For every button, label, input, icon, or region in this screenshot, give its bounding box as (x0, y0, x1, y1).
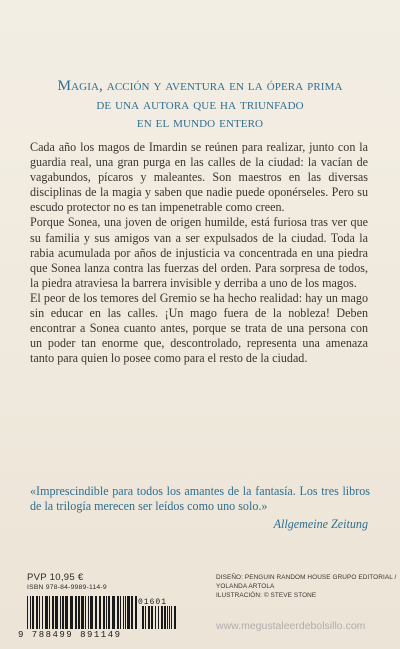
isbn-label: ISBN 978-84-9989-114-9 (27, 584, 107, 591)
credits-line-1: DISEÑO: PENGUIN RANDOM HOUSE GRUPO EDITORIAL / (216, 574, 397, 581)
tagline (0, 77, 400, 133)
watermark: www.megustaleerdebolsillo.com (216, 620, 366, 632)
synopsis (30, 140, 368, 366)
price-label: PVP 10,95 € (27, 572, 84, 583)
credits (216, 574, 397, 600)
review-quote: «Imprescindible para todos los amantes de la fantasía. Los tres libros de la trilogía merecen ser leídos como uno solo.» (30, 484, 370, 514)
barcode-bars (18, 596, 198, 630)
synopsis-paragraph-3: El peor de los temores del Gremio se ha hecho realidad: hay un mago sin educar en las calles. ¡Un mago fuera de la nobleza! Deben encontrar a Sonea cuanto antes, porque se trata de una persona con un poder tan enorme que, descontrolado, representa una amenaza tanto para quien lo posee como para el resto de la ciudad. (30, 290, 368, 366)
tagline-line-3: en el mundo entero (136, 114, 264, 131)
review-source: Allgemeine Zeitung (273, 517, 368, 531)
tagline-line-1: Magia, acción y aventura en la ópera prima (57, 77, 343, 94)
barcode (18, 596, 198, 642)
synopsis-paragraph-2: Porque Sonea, una joven de origen humilde, está furiosa tras ver que su familia y sus amigos van a ser expulsados de la ciudad. Toda la rabia acumulada por años de injusticia va concentrada en una piedra que Sonea lanza contra las fuerzas del orden. Para sorpresa de todos, la piedra atraviesa la barrera invisible y derriba a uno de los magos. (30, 215, 368, 290)
credits-line-2: YOLANDA ARTOLA (216, 582, 275, 590)
barcode-addon-number: 01601 (138, 598, 168, 607)
price-block (27, 572, 192, 591)
synopsis-paragraph-1: Cada año los magos de Imardin se reúnen para realizar, junto con la guardia real, una gran purga en las calles de la ciudad: la vacían de vagabundos, pícaros y maleantes. Son maestros en las diversas disciplinas de la magia y saben que nadie puede oponérseles. Pero su escudo protector no es tan impenetrable como creen. (30, 140, 368, 215)
tagline-line-2: de una autora que ha triunfado (96, 95, 304, 113)
credits-line-3: ILUSTRACIÓN: © STEVE STONE (216, 591, 317, 599)
barcode-number: 9 788499 891149 (18, 630, 122, 640)
